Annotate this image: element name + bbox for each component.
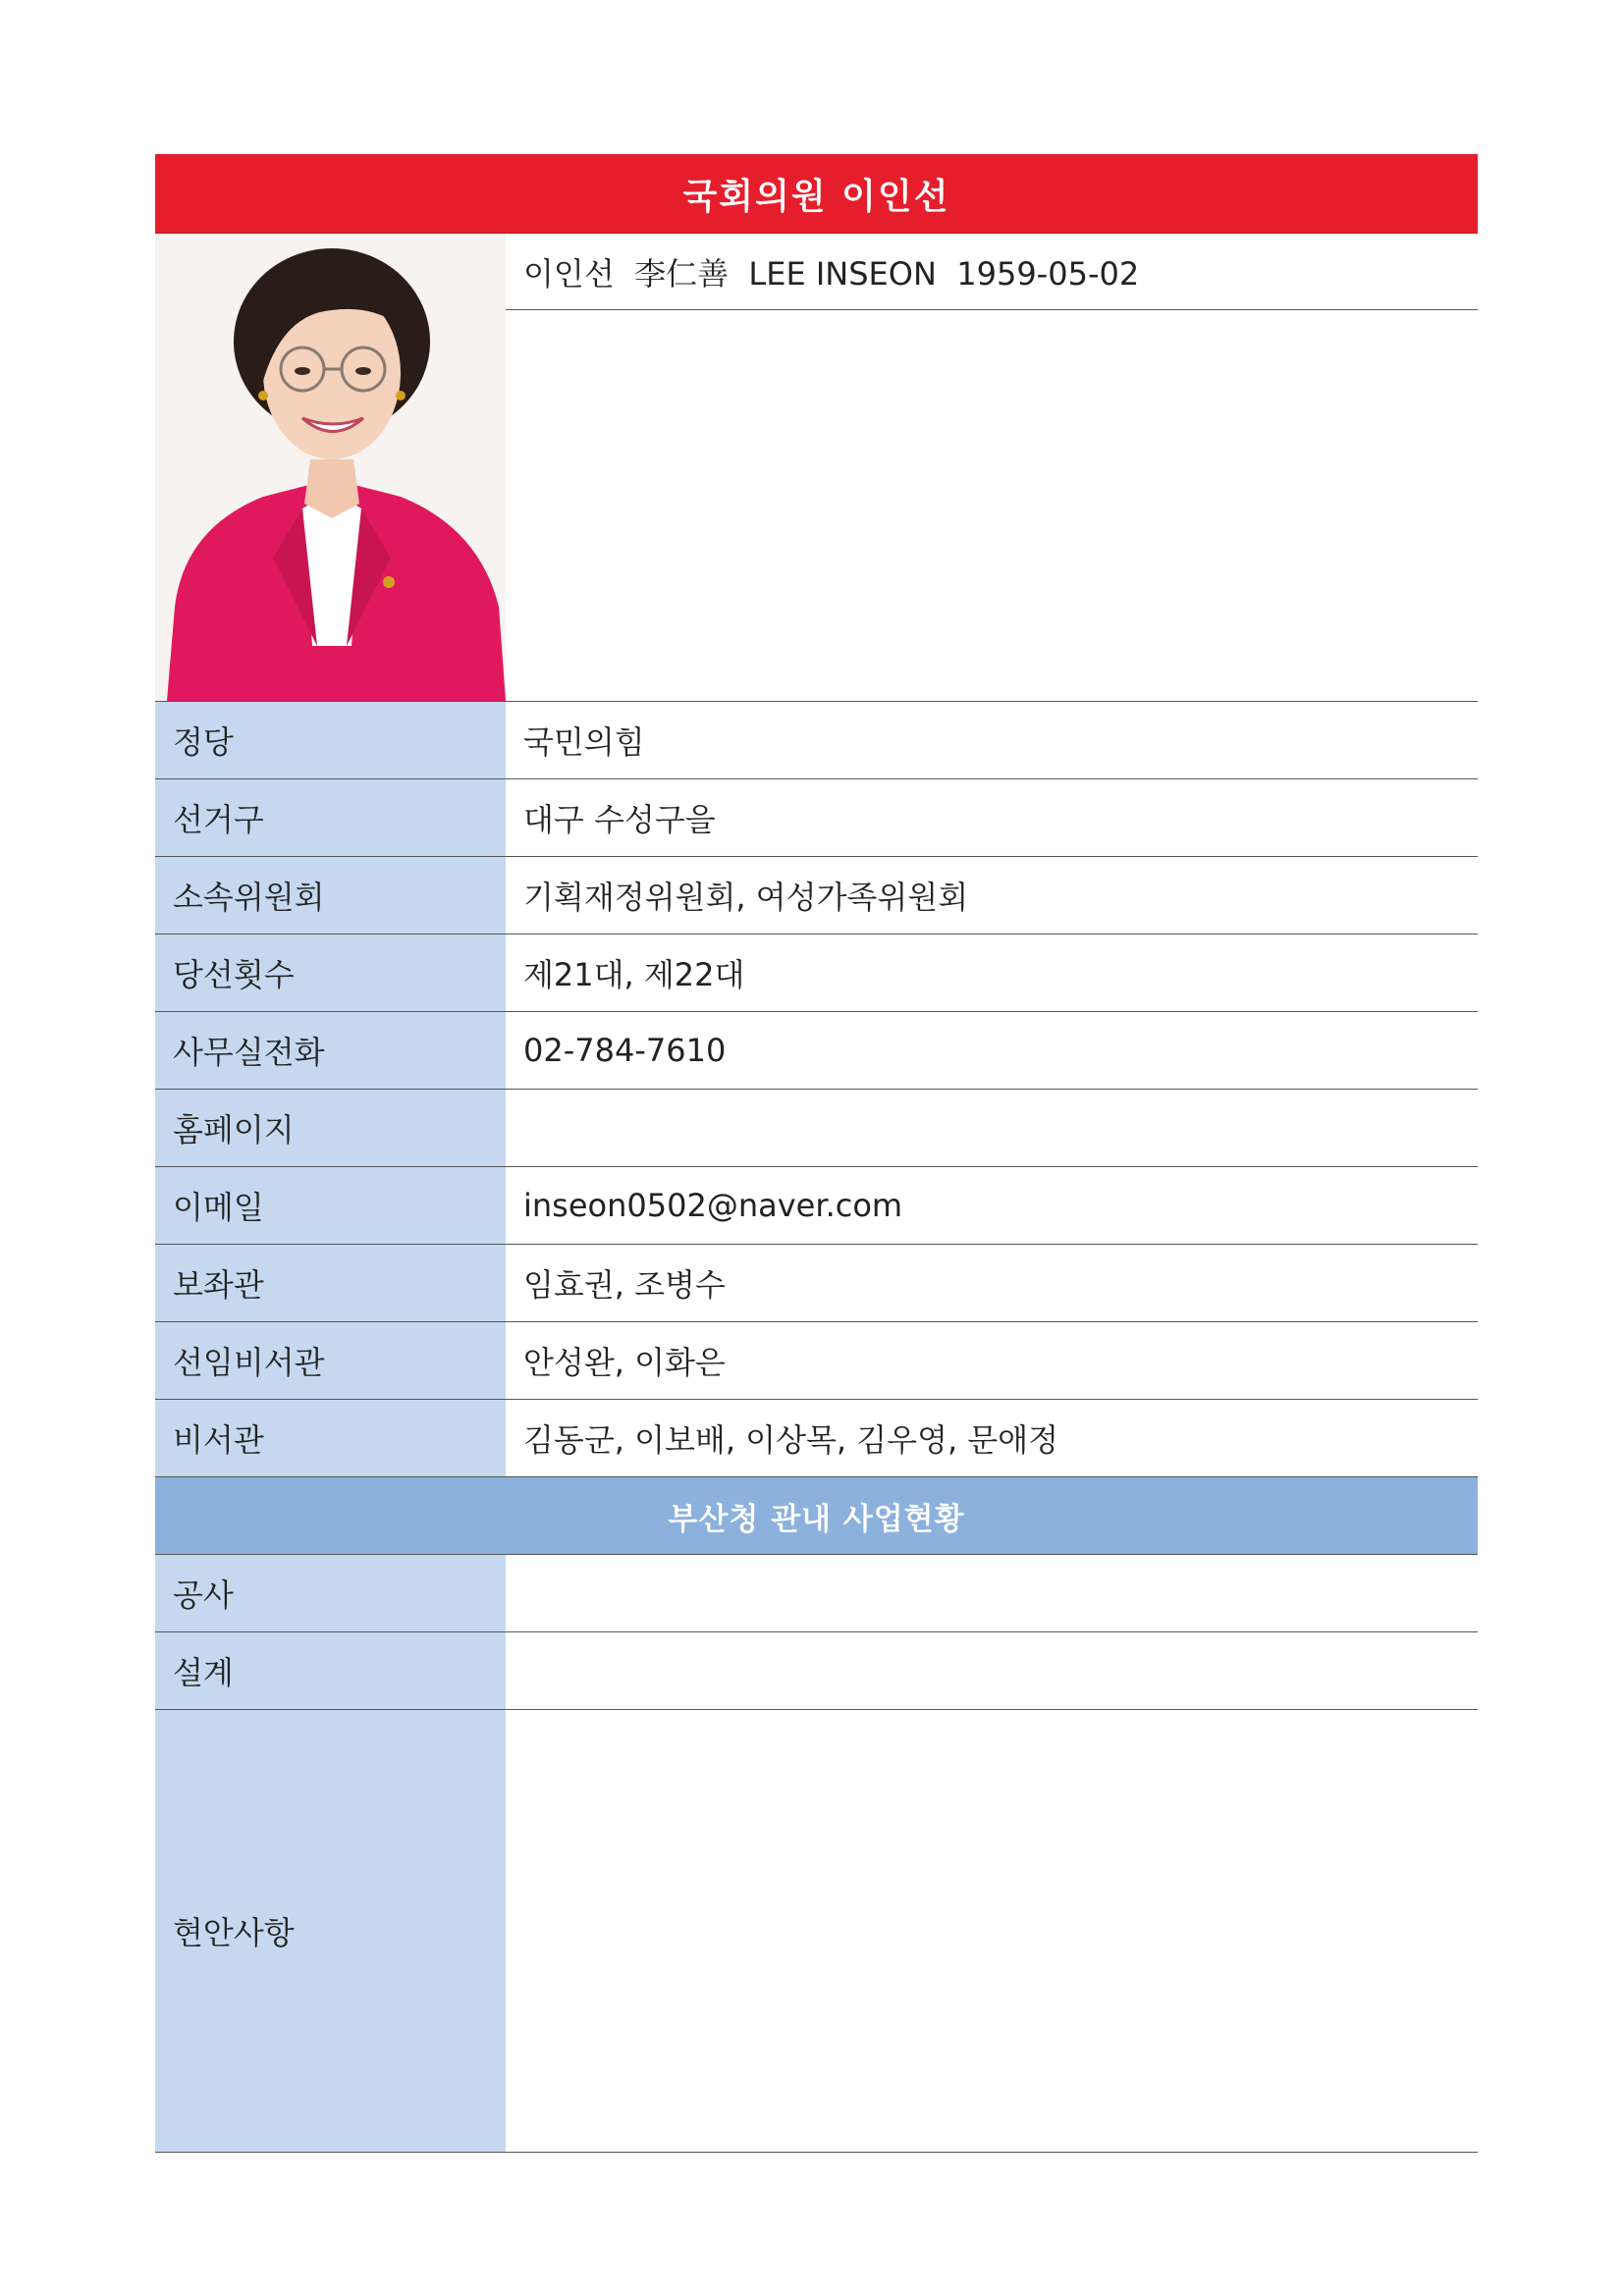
field-label: 홈페이지 bbox=[155, 1090, 506, 1166]
field-label: 소속위원회 bbox=[155, 857, 506, 934]
field-row-secretaries bbox=[155, 1400, 1478, 1477]
field-row-terms bbox=[155, 934, 1478, 1012]
project-value bbox=[506, 1555, 1478, 1631]
member-profile-sheet bbox=[155, 154, 1478, 2153]
section-title: 부산청 관내 사업현황 bbox=[155, 1477, 1478, 1555]
field-label: 이메일 bbox=[155, 1167, 506, 1244]
field-row-email bbox=[155, 1167, 1478, 1245]
field-row-senior-secretaries bbox=[155, 1322, 1478, 1400]
field-label: 당선횟수 bbox=[155, 934, 506, 1011]
project-row-pending-issues bbox=[155, 1710, 1478, 2153]
field-label: 보좌관 bbox=[155, 1245, 506, 1321]
field-label: 사무실전화 bbox=[155, 1012, 506, 1089]
field-row-party bbox=[155, 702, 1478, 779]
project-label: 공사 bbox=[155, 1555, 506, 1631]
project-value bbox=[506, 1632, 1478, 1709]
field-value: 국민의힘 bbox=[523, 723, 645, 761]
profile-block bbox=[155, 234, 1478, 702]
field-label: 정당 bbox=[155, 702, 506, 778]
field-row-district bbox=[155, 779, 1478, 857]
field-value: 02-784-7610 bbox=[523, 1032, 727, 1069]
project-label: 설계 bbox=[155, 1632, 506, 1709]
member-name-line: 이인선 李仁善 LEE INSEON 1959-05-02 bbox=[506, 234, 1478, 310]
field-label: 선거구 bbox=[155, 779, 506, 856]
field-row-committee bbox=[155, 857, 1478, 934]
field-value bbox=[506, 1090, 1478, 1166]
field-row-aides bbox=[155, 1245, 1478, 1322]
field-row-office-phone bbox=[155, 1012, 1478, 1090]
field-value: 김동군, 이보배, 이상목, 김우영, 문애정 bbox=[523, 1421, 1059, 1459]
field-value: 기획재정위원회, 여성가족위원회 bbox=[523, 879, 969, 916]
field-value: 제21대, 제22대 bbox=[523, 956, 745, 993]
field-value: inseon0502@naver.com bbox=[523, 1187, 903, 1224]
project-value bbox=[506, 1710, 1478, 2152]
field-label: 선임비서관 bbox=[155, 1322, 506, 1399]
page-title: 국회의원 이인선 bbox=[155, 154, 1478, 234]
project-label: 현안사항 bbox=[155, 1710, 506, 2152]
field-value: 임효권, 조병수 bbox=[523, 1266, 726, 1304]
field-row-homepage bbox=[155, 1090, 1478, 1167]
portrait-photo bbox=[155, 234, 506, 701]
project-row-construction bbox=[155, 1555, 1478, 1632]
project-row-design bbox=[155, 1632, 1478, 1710]
profile-info bbox=[506, 234, 1478, 701]
field-value: 안성완, 이화은 bbox=[523, 1344, 726, 1381]
field-value: 대구 수성구을 bbox=[523, 801, 716, 838]
field-label: 비서관 bbox=[155, 1400, 506, 1476]
